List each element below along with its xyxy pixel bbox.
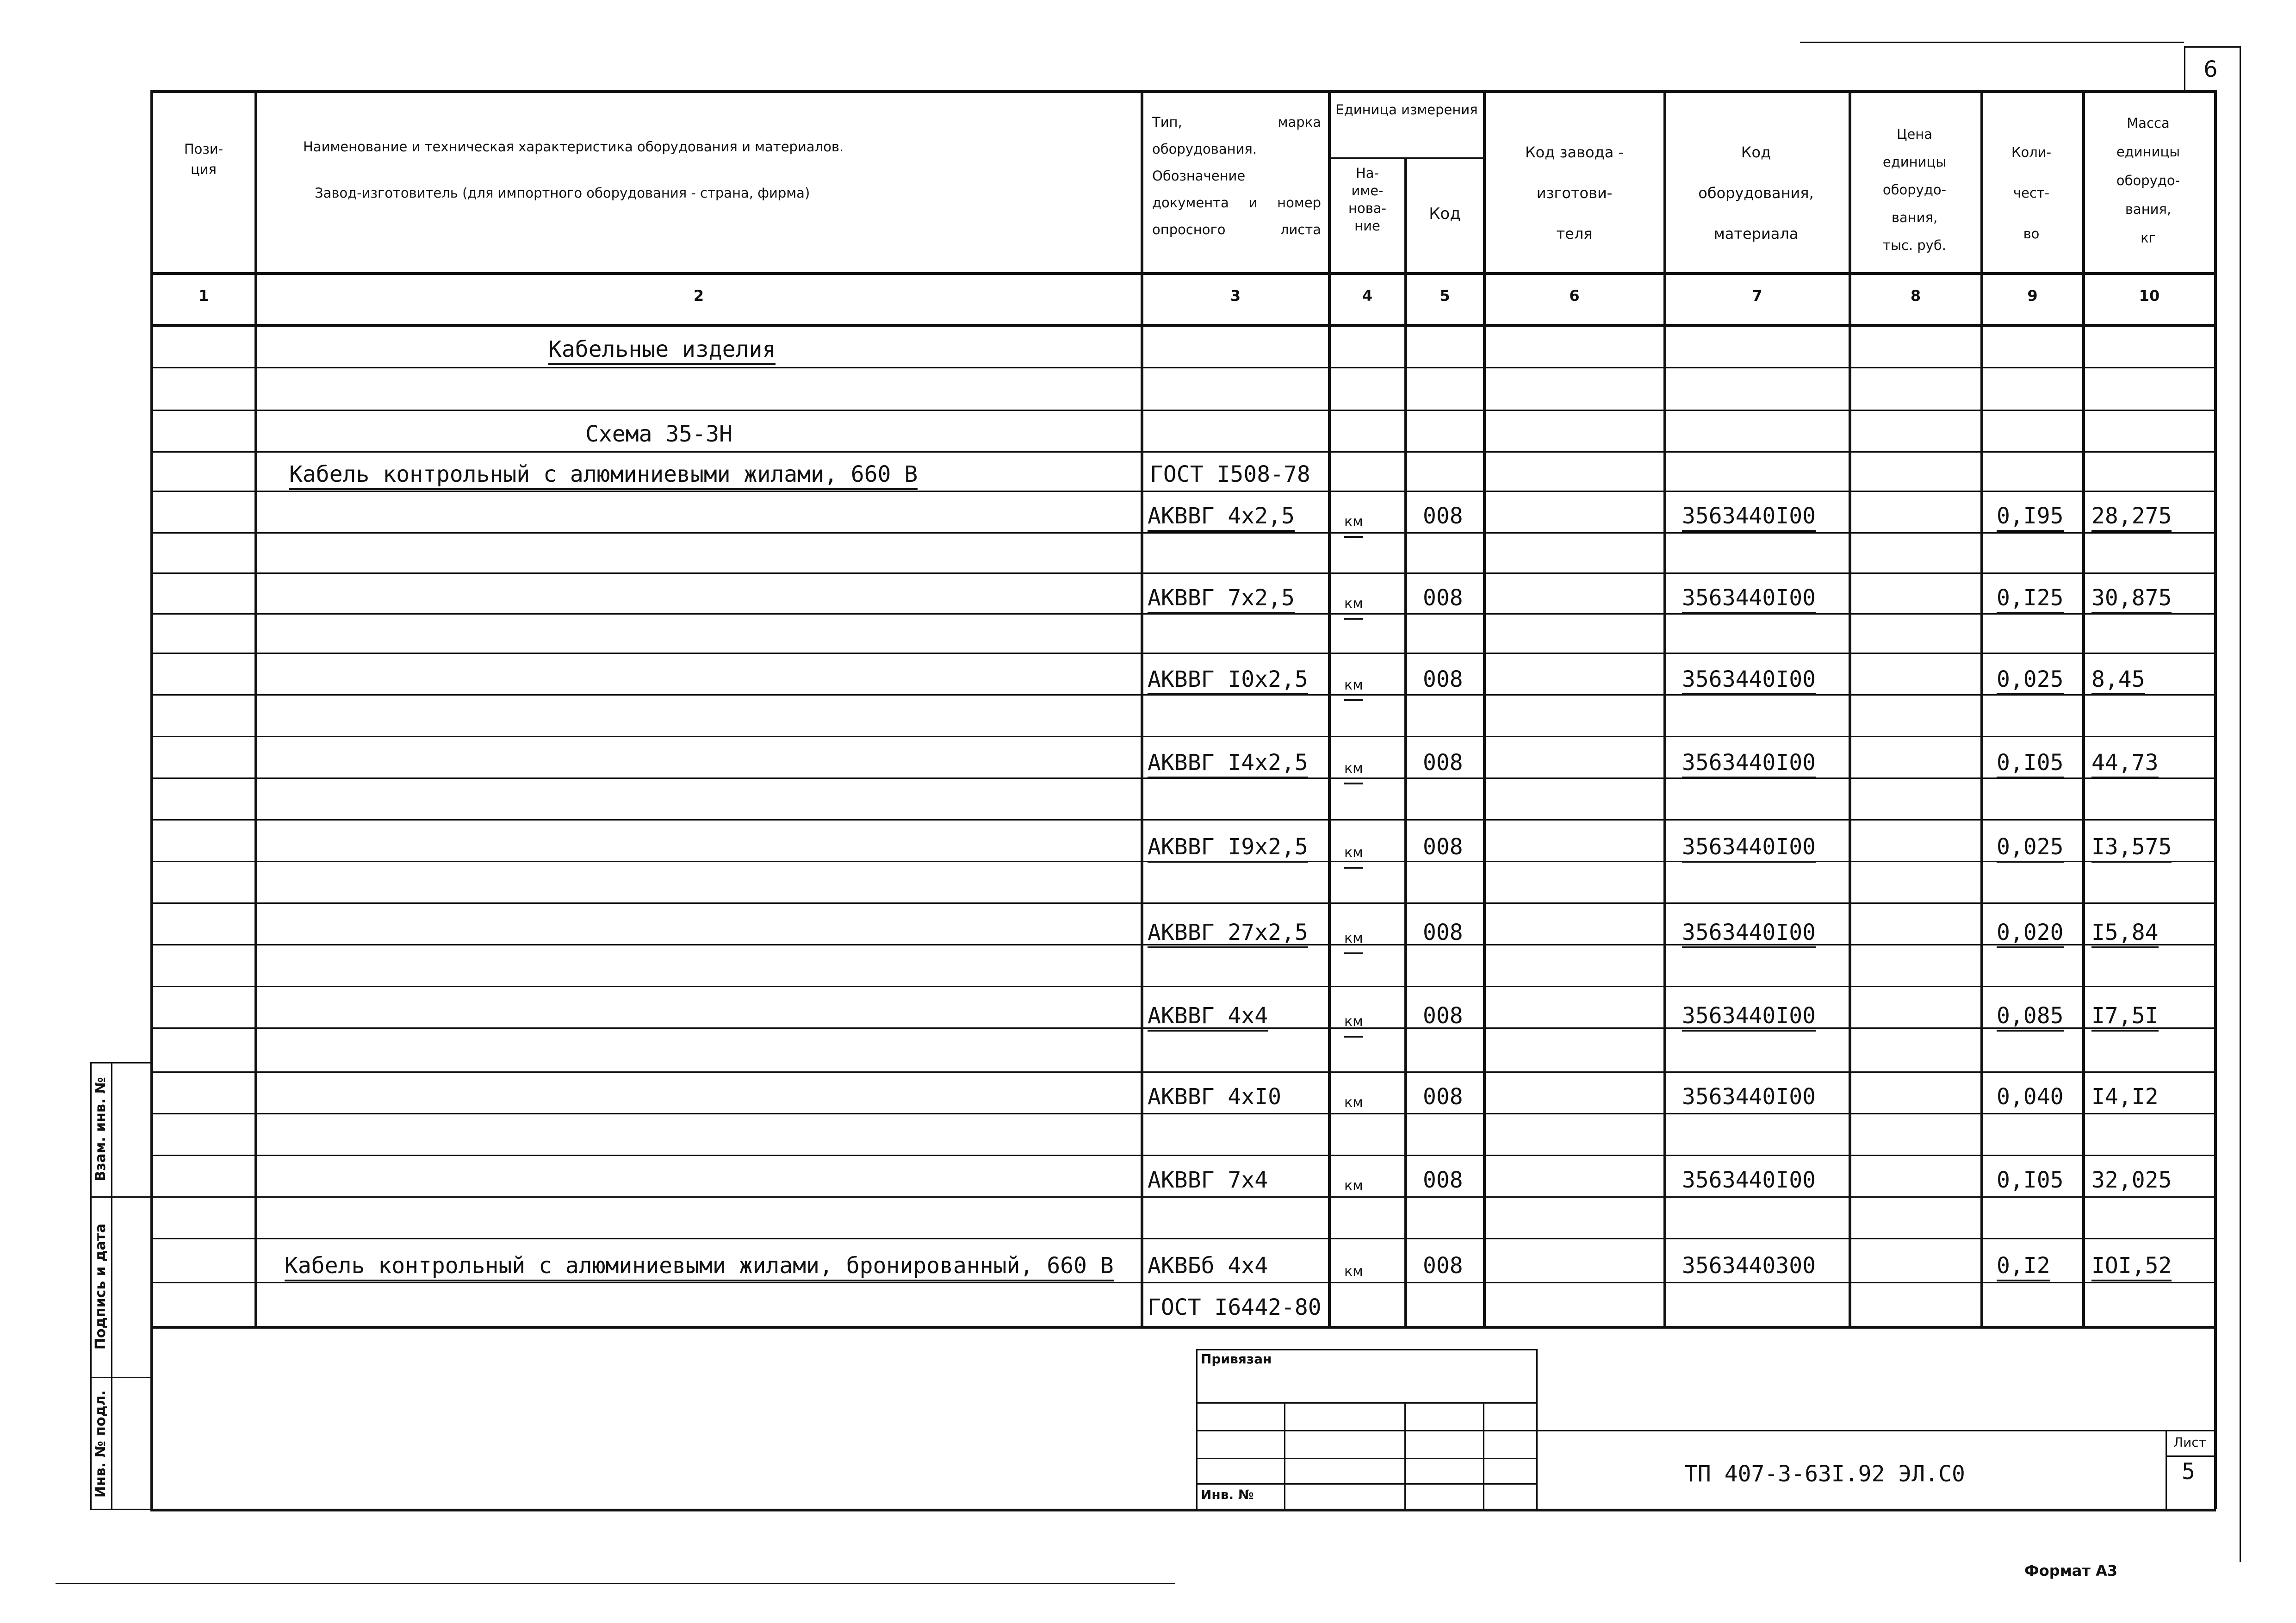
row-mass: I5,84 xyxy=(2091,919,2159,948)
row-unit: км xyxy=(1344,755,1363,784)
col-number: 3 xyxy=(1230,287,1241,305)
header-col10: Масса единицы оборудо- вания, кг xyxy=(2116,115,2180,246)
row-mass: 28,275 xyxy=(2091,502,2172,532)
row-code: 008 xyxy=(1423,1253,1463,1279)
row-qty: 0,040 xyxy=(1997,1084,2064,1110)
col-number: 4 xyxy=(1362,287,1373,305)
group-name: Кабель контрольный с алюминиевыми жилами, бронированный, 660 В xyxy=(285,1252,1114,1281)
row-material-code: 3563440300 xyxy=(1682,1253,1816,1279)
row-mass: 8,45 xyxy=(2091,665,2145,695)
row-material-code: 3563440I00 xyxy=(1682,749,1816,778)
header-col5: Код xyxy=(1429,205,1461,223)
col-number: 1 xyxy=(198,287,209,305)
header-col4: На- име- нова- ние xyxy=(1348,165,1387,234)
col-number: 2 xyxy=(693,287,704,305)
inv-label: Инв. № xyxy=(1201,1487,1254,1502)
row-code: 008 xyxy=(1423,666,1463,692)
header-col8: Цена единицы оборудо- вания, тыс. руб. xyxy=(1882,126,1947,253)
bound-label: Привязан xyxy=(1201,1351,1272,1367)
row-type: АКВВГ 7x2,5 xyxy=(1148,584,1295,614)
row-qty: 0,I05 xyxy=(1997,749,2064,778)
row-mass: I3,575 xyxy=(2091,833,2172,863)
header-col6: Код завода - изготови- теля xyxy=(1525,143,1624,243)
section-title-text: Кабельные изделия xyxy=(548,336,776,365)
row-unit: км xyxy=(1344,508,1363,538)
col-number: 9 xyxy=(2027,287,2038,305)
row-material-code: 3563440I00 xyxy=(1682,665,1816,695)
row-type: АКВВГ 27x2,5 xyxy=(1148,919,1308,948)
top-sheet-number: 6 xyxy=(2203,56,2218,82)
row-qty: 0,085 xyxy=(1997,1002,2064,1032)
col-number: 7 xyxy=(1752,287,1762,305)
row-mass: I7,5I xyxy=(2091,1002,2159,1032)
header-unit-group: Единица измерения xyxy=(1335,102,1478,118)
row-qty: 0,I25 xyxy=(1997,584,2064,614)
row-code: 008 xyxy=(1423,920,1463,945)
header-col3: Тип, марка оборудования. Обозначение документа и номер опросного листа xyxy=(1152,114,1321,237)
side-inv-podl: Инв. № подл. xyxy=(93,1390,109,1498)
row-code: 008 xyxy=(1423,1003,1463,1029)
document-designation: ТП 407-3-63I.92 ЭЛ.С0 xyxy=(1684,1461,1965,1487)
row-material-code: 3563440I00 xyxy=(1682,1002,1816,1032)
bottom-line xyxy=(56,1583,1175,1584)
group-standard: ГОСТ I6442-80 xyxy=(1148,1294,1322,1320)
row-qty: 0,025 xyxy=(1997,833,2064,863)
side-sign-date: Подпись и дата xyxy=(93,1223,109,1350)
scheme-title: Схема 35-3Н xyxy=(585,421,732,447)
row-mass: 44,73 xyxy=(2091,749,2159,778)
row-code: 008 xyxy=(1423,1167,1463,1193)
row-unit: км xyxy=(1344,1178,1363,1194)
row-type: АКВВГ I9x2,5 xyxy=(1148,833,1308,863)
row-type: АКВВГ 4x2,5 xyxy=(1148,502,1295,532)
row-material-code: 3563440I00 xyxy=(1682,1084,1816,1110)
row-code: 008 xyxy=(1423,585,1463,611)
row-code: 008 xyxy=(1423,1084,1463,1110)
side-vzam-inv: Взам. инв. № xyxy=(93,1077,109,1181)
row-material-code: 3563440I00 xyxy=(1682,919,1816,948)
group-standard: ГОСТ I508-78 xyxy=(1150,461,1310,487)
row-mass: IOI,52 xyxy=(2091,1252,2172,1281)
row-qty: 0,I95 xyxy=(1997,502,2064,532)
row-material-code: 3563440I00 xyxy=(1682,502,1816,532)
row-type: АКВВГ 4x4 xyxy=(1148,1002,1268,1032)
row-mass: 32,025 xyxy=(2091,1167,2172,1193)
row-unit: км xyxy=(1344,925,1363,954)
row-material-code: 3563440I00 xyxy=(1682,833,1816,863)
col-number: 10 xyxy=(2139,287,2160,305)
row-code: 008 xyxy=(1423,834,1463,860)
row-unit: км xyxy=(1344,1263,1363,1280)
col-number: 8 xyxy=(1910,287,1921,305)
sheet-number: 5 xyxy=(2182,1459,2195,1485)
row-mass: 30,875 xyxy=(2091,584,2172,614)
row-type: АКВБб 4x4 xyxy=(1148,1253,1268,1279)
row-unit: км xyxy=(1344,839,1363,869)
group-name: Кабель контрольный с алюминиевыми жилами, 660 В xyxy=(289,460,918,490)
row-type: АКВВГ I4x2,5 xyxy=(1148,749,1308,778)
row-material-code: 3563440I00 xyxy=(1682,1167,1816,1193)
row-type: АКВВГ I0x2,5 xyxy=(1148,665,1308,695)
row-code: 008 xyxy=(1423,750,1463,776)
row-qty: 0,I05 xyxy=(1997,1167,2064,1193)
row-type: АКВВГ 4xI0 xyxy=(1148,1084,1281,1110)
header-col9: Коли- чест- во xyxy=(2011,144,2052,242)
sheet-label: Лист xyxy=(2173,1435,2206,1450)
col-number: 6 xyxy=(1569,287,1580,305)
row-qty: 0,I2 xyxy=(1997,1252,2050,1281)
row-mass: I4,I2 xyxy=(2091,1084,2159,1110)
header-col7: Код оборудования, материала xyxy=(1698,143,1814,243)
header-col2-line2: Завод-изготовитель (для импортного оборудования - страна, фирма) xyxy=(315,185,810,201)
row-unit: км xyxy=(1344,1094,1363,1111)
row-unit: км xyxy=(1344,1008,1363,1038)
format-label: Формат A3 xyxy=(2024,1562,2118,1579)
header-col2-line1: Наименование и техническая характеристика оборудования и материалов. xyxy=(303,139,844,155)
row-material-code: 3563440I00 xyxy=(1682,584,1816,614)
row-unit: км xyxy=(1344,590,1363,620)
header-col1: Пози- ция xyxy=(184,141,223,177)
row-qty: 0,020 xyxy=(1997,919,2064,948)
row-type: АКВВГ 7x4 xyxy=(1148,1167,1268,1193)
row-qty: 0,025 xyxy=(1997,665,2064,695)
row-code: 008 xyxy=(1423,503,1463,529)
row-unit: км xyxy=(1344,672,1363,701)
col-number: 5 xyxy=(1440,287,1450,305)
